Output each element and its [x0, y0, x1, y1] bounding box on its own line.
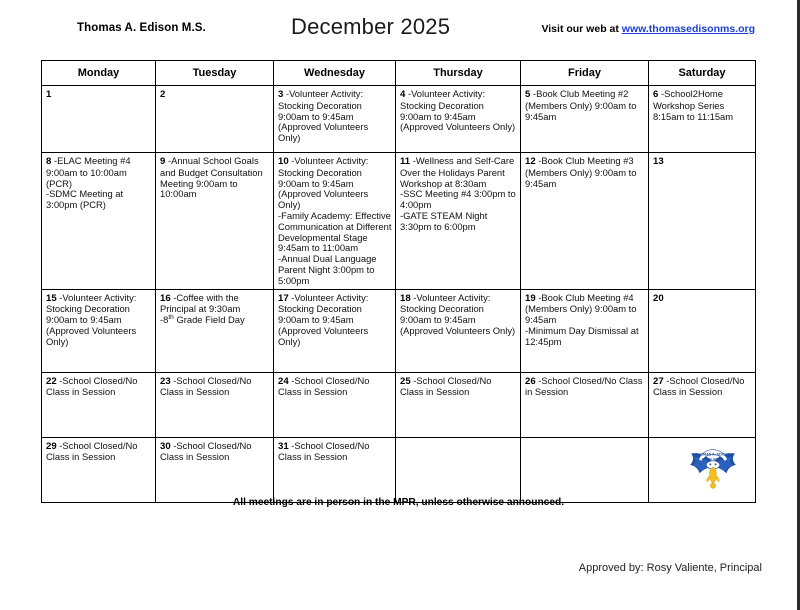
- calendar-day-cell[interactable]: [42, 437, 156, 502]
- day-number: 29: [46, 440, 57, 452]
- svg-text:MIDDLE SCHOOL: MIDDLE SCHOOL: [702, 457, 724, 461]
- calendar-day-cell[interactable]: [649, 153, 756, 290]
- calendar-day-cell[interactable]: [649, 437, 756, 502]
- calendar-day-cell[interactable]: [521, 153, 649, 290]
- calendar-day-cell[interactable]: [396, 86, 521, 153]
- day-events: -School Closed/No Class in Session: [525, 374, 643, 398]
- day-number: 24: [278, 375, 289, 387]
- day-events: -Volunteer Activity: Stocking Decoration 9:00am to 9:45am (Approved Volunteers Only): [278, 291, 369, 347]
- day-events: -Volunteer Activity: Stocking Decoration 9:00am to 9:45am (Approved Volunteers Only): [46, 291, 137, 347]
- day-number: 4: [400, 89, 406, 100]
- day-events: -School Closed/No Class in Session: [46, 374, 138, 398]
- day-events: -School Closed/No Class in Session: [400, 374, 492, 398]
- day-events: -School Closed/No Class in Session: [160, 439, 252, 463]
- calendar-day-cell[interactable]: [521, 437, 649, 502]
- day-events: -Volunteer Activity: Stocking Decoration 9:00am to 9:45am (Approved Volunteers Only): [400, 291, 516, 336]
- day-number: 16: [160, 292, 171, 304]
- calendar-day-cell[interactable]: [156, 437, 274, 502]
- school-eagle-crest-logo-icon: [687, 444, 739, 492]
- website-note: [541, 23, 755, 35]
- day-header-wednesday: Wednesday: [274, 61, 396, 86]
- day-events: -Book Club Meeting #3 (Members Only) 9:00am to 9:45am: [525, 155, 637, 189]
- calendar-day-cell[interactable]: [42, 153, 156, 290]
- calendar-day-cell[interactable]: [42, 289, 156, 372]
- day-number: 10: [278, 156, 289, 167]
- calendar-week-row: [42, 437, 756, 502]
- day-events: -Annual School Goals and Budget Consultation Meeting 9:00am to 10:00am: [160, 155, 263, 200]
- page-title: December 2025: [291, 14, 451, 39]
- day-number: 3: [278, 89, 284, 100]
- calendar-week-row: [42, 372, 756, 437]
- day-header-friday: Friday: [521, 61, 649, 86]
- day-events: -Book Club Meeting #4 (Members Only) 9:00am to 9:45am -Minimum Day Dismissal at 12:45pm: [525, 291, 639, 347]
- calendar-week-row: [42, 86, 756, 153]
- calendar-day-cell[interactable]: [649, 289, 756, 372]
- day-number: 15: [46, 292, 57, 304]
- day-number: 18: [400, 292, 411, 304]
- day-number: 22: [46, 375, 57, 387]
- day-number: 2: [160, 89, 166, 100]
- calendar-day-cell[interactable]: [274, 437, 396, 502]
- day-events: -Wellness and Self-Care Over the Holidays Parent Workshop at 8:30am -SSC Meeting #4 3:00pm to 4:00pm -GATE STEAM Night 3:30pm to 6:00pm: [400, 155, 516, 232]
- day-events: -School Closed/No Class in Session: [160, 374, 252, 398]
- day-events: -School Closed/No Class in Session: [278, 374, 370, 398]
- day-events: -School Closed/No Class in Session: [278, 439, 370, 463]
- calendar-day-cell[interactable]: [274, 372, 396, 437]
- calendar-table: [41, 60, 756, 503]
- day-number: 19: [525, 292, 536, 304]
- day-header-monday: Monday: [42, 61, 156, 86]
- calendar-day-cell[interactable]: [396, 437, 521, 502]
- day-events: -School Closed/No Class in Session: [46, 439, 138, 463]
- day-events: -School2Home Workshop Series 8:15am to 11:15am: [653, 88, 734, 122]
- school-website-link[interactable]: www.thomasedisonms.org: [621, 23, 755, 35]
- day-events: -Volunteer Activity: Stocking Decoration 9:00am to 9:45am (Approved Volunteers Only): [278, 88, 369, 144]
- day-events: -Volunteer Activity: Stocking Decoration 9:00am to 9:45am (Approved Volunteers Only) -Family Academy: Effective Communication at Different Developmental Stage 9:45am to 11:00am -Annual Dual Language Parent Night 3:00pm to 5:00pm: [278, 155, 392, 286]
- calendar-day-cell[interactable]: [42, 372, 156, 437]
- calendar-day-cell[interactable]: [649, 86, 756, 153]
- day-events: -Volunteer Activity: Stocking Decoration 9:00am to 9:45am (Approved Volunteers Only): [400, 88, 516, 133]
- day-number: 12: [525, 156, 536, 167]
- day-number: 1: [46, 89, 52, 100]
- calendar-day-cell[interactable]: [274, 153, 396, 290]
- meetings-note: All meetings are in person in the MPR, unless otherwise announced.: [232, 497, 565, 508]
- school-name: Thomas A. Edison M.S.: [77, 22, 206, 34]
- day-number: 31: [278, 440, 289, 452]
- calendar-day-cell[interactable]: [396, 372, 521, 437]
- day-events: -School Closed/No Class in Session: [653, 374, 745, 398]
- calendar-body: [42, 86, 756, 503]
- calendar-week-row: [42, 289, 756, 372]
- calendar-day-cell[interactable]: [521, 372, 649, 437]
- calendar-day-cell[interactable]: [274, 86, 396, 153]
- calendar-day-cell[interactable]: [42, 86, 156, 153]
- approved-by-line: Approved by: Rosy Valiente, Principal: [578, 562, 762, 574]
- day-number: 23: [160, 375, 171, 387]
- day-events: -ELAC Meeting #4 9:00am to 10:00am (PCR) -SDMC Meeting at 3:00pm (PCR): [46, 155, 131, 211]
- calendar-day-cell[interactable]: [521, 86, 649, 153]
- day-number: 26: [525, 375, 536, 387]
- day-number: 6: [653, 89, 659, 100]
- calendar-header-row: [42, 61, 756, 86]
- calendar-day-cell[interactable]: [274, 289, 396, 372]
- day-number: 8: [46, 156, 52, 167]
- calendar-day-cell[interactable]: [156, 153, 274, 290]
- calendar-day-cell[interactable]: [396, 289, 521, 372]
- day-number: 9: [160, 156, 166, 167]
- day-number: 5: [525, 89, 531, 100]
- day-number: 11: [400, 156, 411, 167]
- calendar-day-cell[interactable]: [396, 153, 521, 290]
- day-header-thursday: Thursday: [396, 61, 521, 86]
- day-events: -Book Club Meeting #2 (Members Only) 9:00am to 9:45am: [525, 88, 637, 122]
- calendar-day-cell[interactable]: [521, 289, 649, 372]
- day-number: 17: [278, 292, 289, 304]
- day-header-saturday: Saturday: [649, 61, 756, 86]
- svg-text:THOMAS A. EDISON: THOMAS A. EDISON: [695, 452, 731, 457]
- calendar-week-row: [42, 153, 756, 290]
- calendar-day-cell[interactable]: [156, 86, 274, 153]
- calendar-day-cell[interactable]: [156, 372, 274, 437]
- day-number: 13: [653, 156, 664, 167]
- day-number: 30: [160, 440, 171, 452]
- website-note-prefix: Visit our web at: [541, 23, 622, 35]
- day-number: 25: [400, 375, 411, 387]
- day-number: 20: [653, 292, 664, 304]
- page-header: [41, 14, 755, 50]
- day-events: -Coffee with the Principal at 9:30am -8th Grade Field Day: [160, 291, 245, 326]
- day-header-tuesday: Tuesday: [156, 61, 274, 86]
- day-number: 27: [653, 375, 664, 387]
- calendar-day-cell[interactable]: [649, 372, 756, 437]
- calendar-day-cell[interactable]: [156, 289, 274, 372]
